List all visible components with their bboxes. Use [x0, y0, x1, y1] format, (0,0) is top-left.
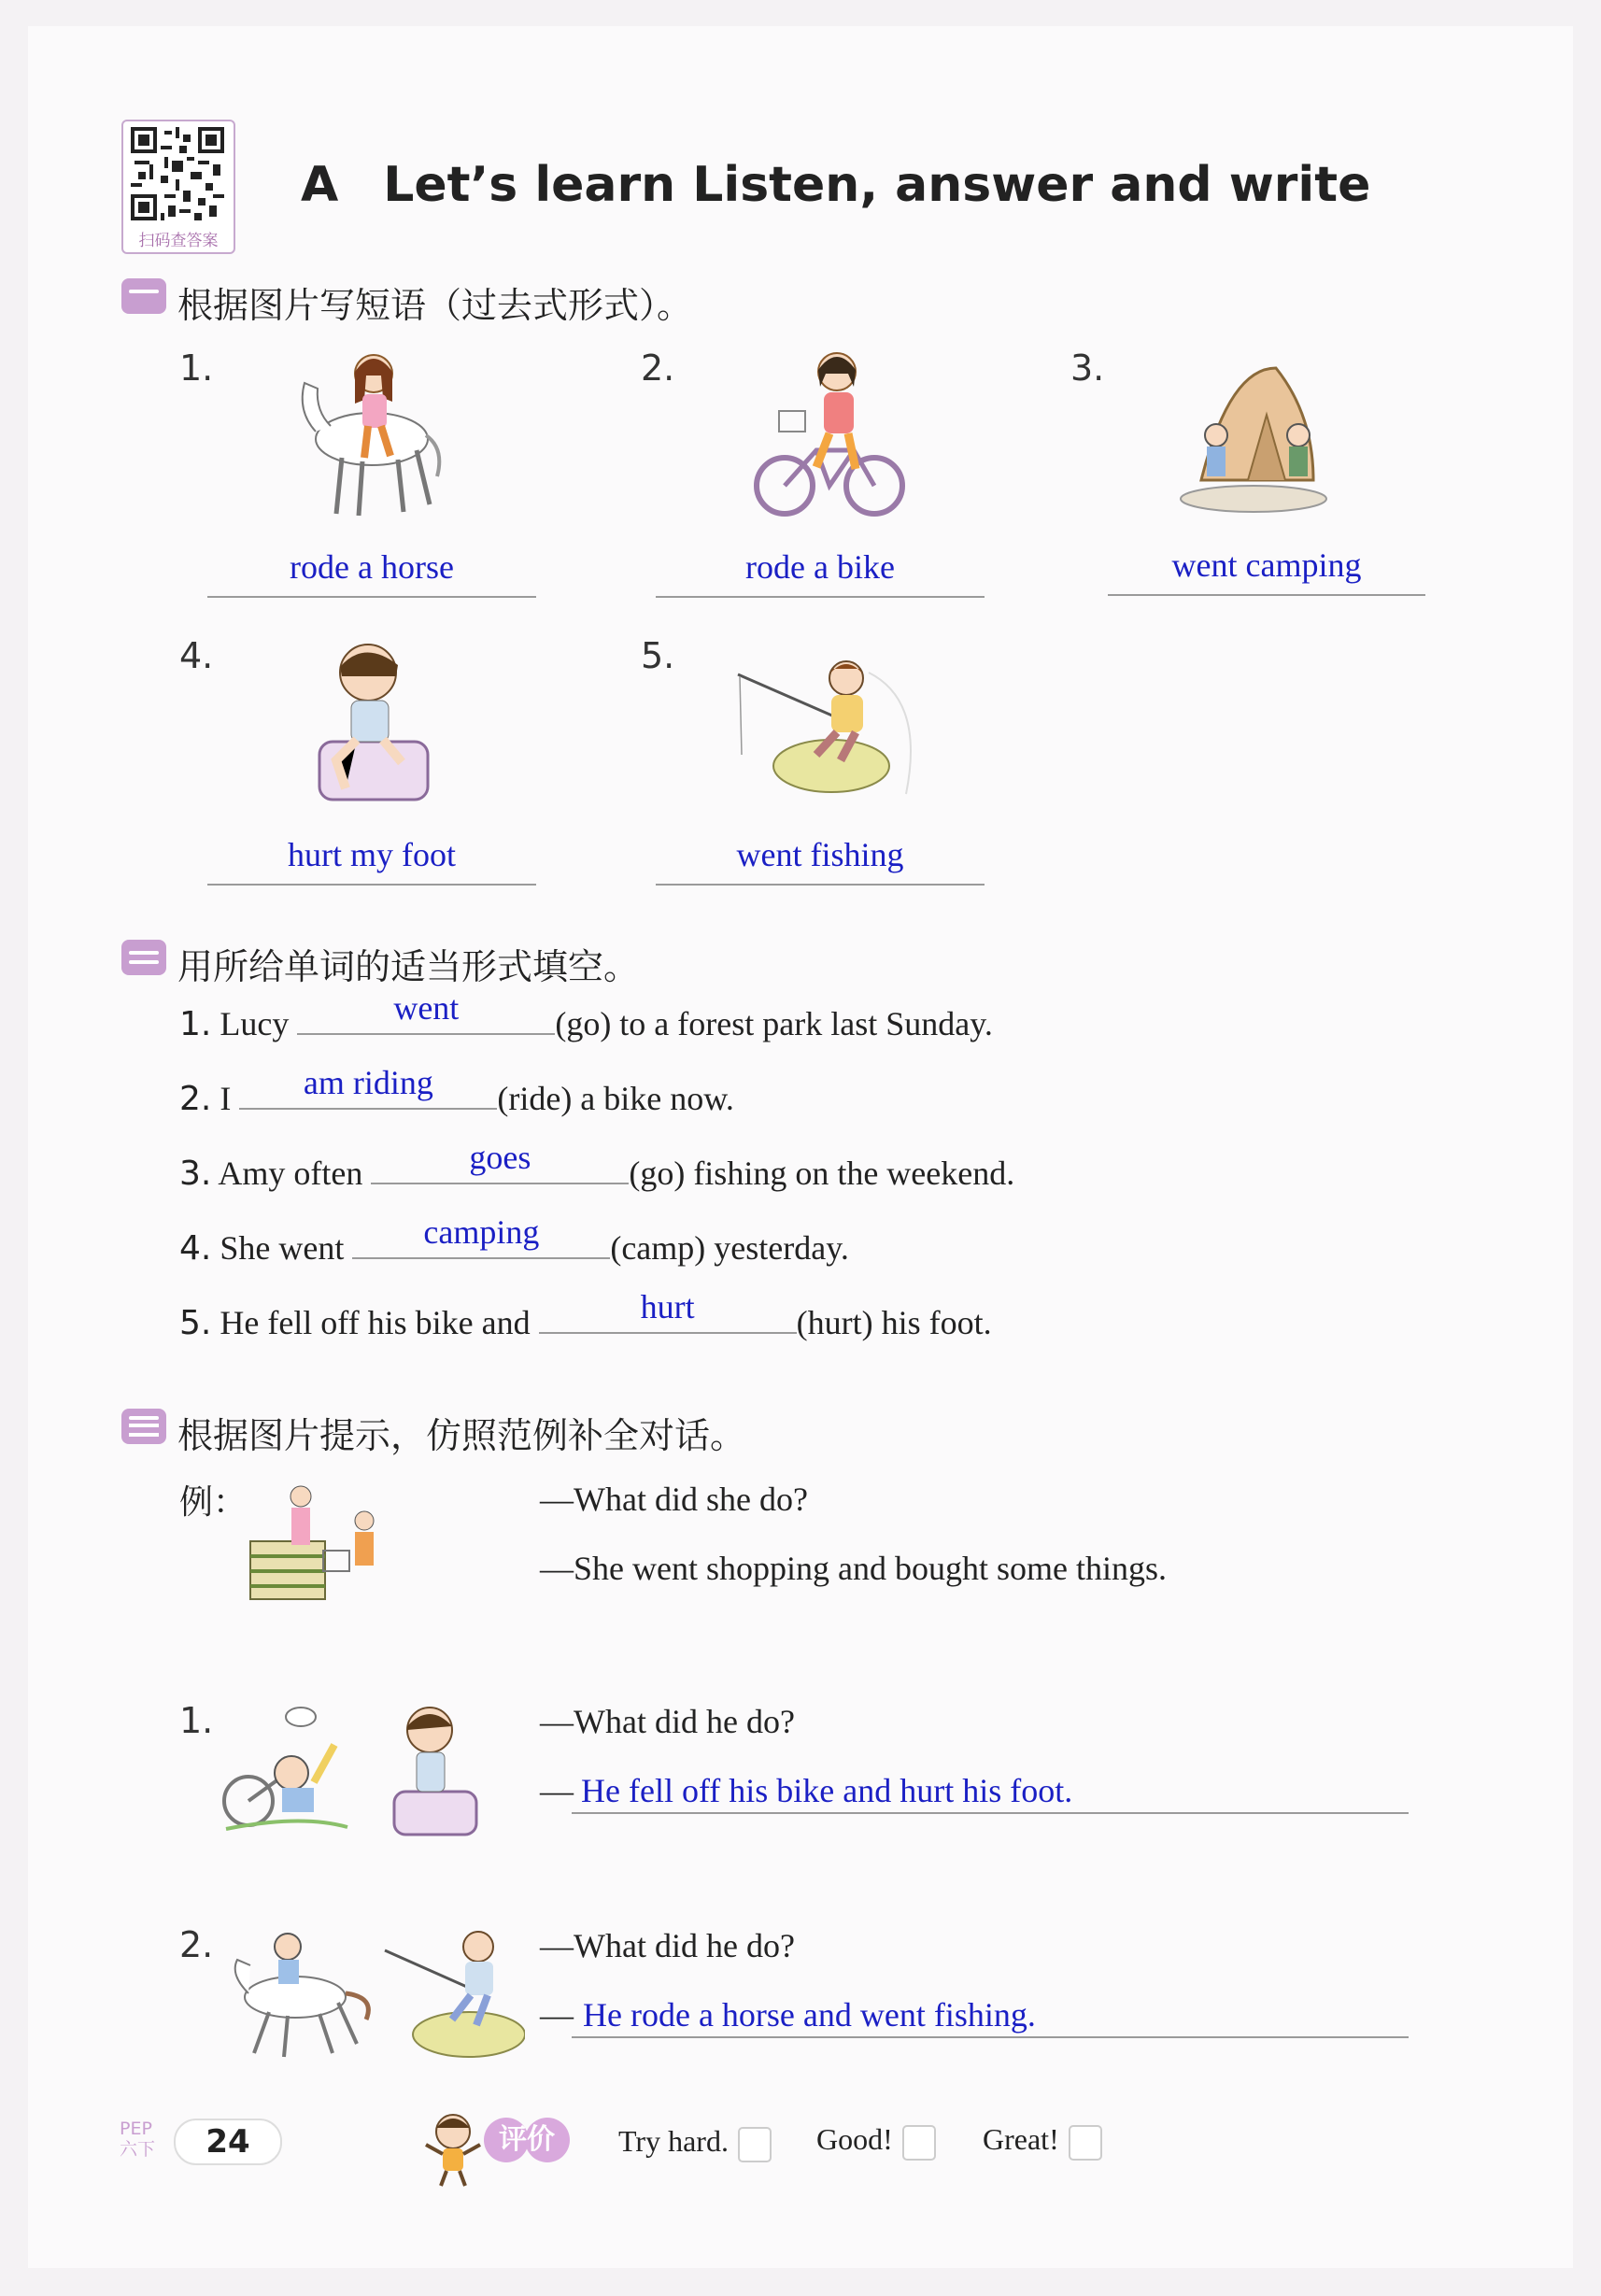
shopping-example-icon — [245, 1485, 385, 1605]
dialogue-number: 2. — [179, 1924, 214, 1965]
example-answer: —She went shopping and bought some things. — [540, 1550, 1167, 1587]
rating-checkbox[interactable] — [902, 2125, 936, 2161]
dialogue-dash: — — [540, 1772, 574, 1809]
edition-badge: PEP 六下 — [120, 2119, 156, 2160]
s1-answer-line — [207, 884, 536, 886]
s1-item-number: 2. — [641, 347, 675, 389]
s1-answer-5[interactable]: went fishing — [736, 836, 904, 873]
s1-item-number: 4. — [179, 635, 214, 676]
s1-answer-3[interactable]: went camping — [1171, 546, 1362, 584]
section-one-icon — [121, 278, 166, 314]
dialogue-dash: — — [540, 1996, 574, 2034]
boy-hurt-foot-icon — [308, 639, 439, 807]
section-two-title: 用所给单词的适当形式填空。 — [177, 946, 640, 987]
s1-item-number: 1. — [179, 347, 214, 389]
horse-rider-icon — [288, 346, 446, 523]
s1-item-number: 5. — [641, 635, 675, 676]
rating-try-hard: Try hard. — [618, 2124, 772, 2162]
title-letter: A — [301, 157, 339, 213]
dialogue-answer-line — [572, 2036, 1409, 2038]
title-text: Let’s learn Listen, answer and write — [383, 157, 1371, 213]
example-label: 例： — [179, 1483, 248, 1522]
rating-great: Great! — [983, 2122, 1102, 2161]
qr-code[interactable] — [121, 120, 235, 254]
fill-blank[interactable]: camping — [352, 1224, 610, 1259]
dialogue-answer-line — [572, 1812, 1409, 1814]
section-three-icon — [121, 1409, 166, 1444]
section-three-title: 根据图片提示，仿照范例补全对话。 — [177, 1415, 746, 1456]
dialogue-2-question: —What did he do? — [540, 1927, 795, 1964]
s1-answer-line — [656, 596, 985, 598]
s1-answer-4[interactable]: hurt my foot — [288, 836, 456, 873]
qr-caption: 扫码查答案 — [138, 232, 219, 250]
mascot-icon — [422, 2109, 484, 2188]
boy-fishing-icon — [719, 645, 925, 813]
rating-good: Good! — [816, 2122, 936, 2161]
s1-item-number: 3. — [1070, 347, 1105, 389]
dialogue-1-question: —What did he do? — [540, 1703, 795, 1740]
dialogue-2-answer[interactable]: He rode a horse and went fishing. — [583, 1996, 1036, 2034]
fill-blank[interactable]: hurt — [539, 1298, 797, 1334]
camping-tent-icon — [1173, 359, 1332, 517]
bike-rider-icon — [751, 346, 910, 523]
rating-checkbox[interactable] — [1069, 2125, 1102, 2161]
evaluation-label: 评价 — [499, 2123, 555, 2156]
evaluation-badge — [482, 2115, 572, 2165]
example-question: —What did she do? — [540, 1481, 808, 1518]
boy-fell-off-bike-icon — [217, 1698, 488, 1838]
fill-row-5: 5. He fell off his bike and hurt (hurt) his foot. — [179, 1288, 992, 1342]
s1-answer-line — [656, 884, 985, 886]
fill-blank[interactable]: went — [297, 999, 555, 1035]
page-title — [301, 157, 1370, 213]
s1-answer-1[interactable]: rode a horse — [290, 548, 454, 586]
horse-and-fishing-icon — [217, 1922, 525, 2062]
s1-answer-line — [207, 596, 536, 598]
rating-checkbox[interactable] — [738, 2127, 772, 2162]
s1-answer-line — [1108, 594, 1425, 596]
s1-answer-2[interactable]: rode a bike — [745, 548, 895, 586]
dialogue-number: 1. — [179, 1700, 214, 1741]
fill-blank[interactable]: am riding — [239, 1074, 497, 1110]
qr-code-icon — [131, 127, 224, 220]
fill-row-2: 2. I am riding (ride) a bike now. — [179, 1064, 734, 1118]
section-two-icon — [121, 940, 166, 975]
page-number: 24 — [174, 2119, 282, 2165]
fill-row-3: 3. Amy often goes (go) fishing on the weekend. — [179, 1139, 1015, 1193]
dialogue-1-answer[interactable]: He fell off his bike and hurt his foot. — [581, 1772, 1073, 1809]
fill-row-1: 1. Lucy went (go) to a forest park last Sunday. — [179, 989, 993, 1043]
fill-row-4: 4. She went camping (camp) yesterday. — [179, 1213, 849, 1268]
fill-blank[interactable]: goes — [371, 1149, 629, 1184]
section-one-title: 根据图片写短语（过去式形式）。 — [177, 285, 693, 326]
